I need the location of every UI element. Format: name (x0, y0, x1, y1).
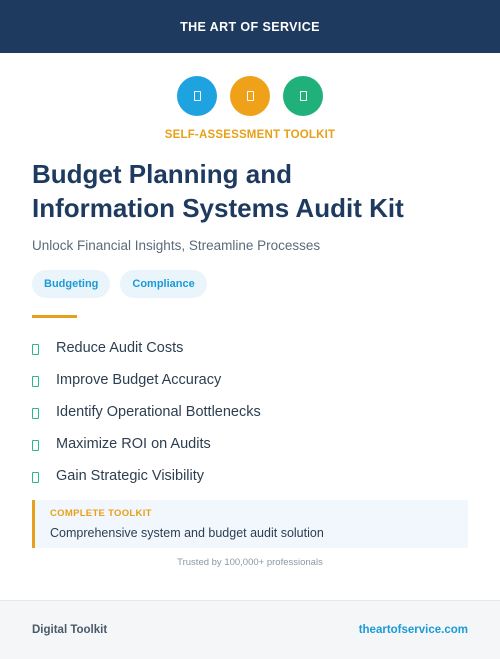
feature-label: Maximize ROI on Audits (56, 436, 211, 452)
trusted-note: Trusted by 100,000+ professionals (177, 557, 323, 568)
icon-row (0, 76, 500, 116)
feature-label: Gain Strategic Visibility (56, 468, 205, 484)
header-bar (0, 0, 500, 53)
check-icon (32, 408, 39, 419)
list-item (32, 396, 261, 428)
check-icon (32, 344, 39, 355)
document-icon (300, 91, 307, 101)
tag-compliance[interactable]: Compliance (120, 270, 206, 298)
list-item (32, 460, 261, 492)
title-line-1: Budget Planning and (32, 159, 292, 189)
feature-list (32, 332, 261, 492)
subtitle: Unlock Financial Insights, Streamline Processes (32, 238, 321, 253)
feature-label: Improve Budget Accuracy (56, 372, 222, 388)
footer-bar (0, 600, 500, 659)
check-icon (32, 472, 39, 483)
callout-text: Comprehensive system and budget audit solution (50, 526, 324, 540)
tag-budgeting[interactable]: Budgeting (32, 270, 110, 298)
brand-title: THE ART OF SERVICE (180, 19, 320, 34)
title-line-2: Information Systems Audit Kit (32, 193, 404, 223)
list-item (32, 332, 261, 364)
feature-label: Identify Operational Bottlenecks (56, 404, 261, 420)
page-title (32, 157, 472, 225)
blue-document-icon (177, 76, 217, 116)
callout-kicker: COMPLETE TOOLKIT (50, 508, 152, 519)
list-item (32, 364, 261, 396)
toolkit-callout (32, 500, 468, 548)
check-icon (32, 440, 39, 451)
tag-list (32, 270, 207, 298)
green-document-icon (283, 76, 323, 116)
feature-label: Reduce Audit Costs (56, 340, 184, 356)
orange-document-icon (230, 76, 270, 116)
document-icon (194, 91, 201, 101)
website-link[interactable]: theartofservice.com (358, 624, 468, 636)
footer-label: Digital Toolkit (32, 624, 108, 636)
toolkit-kicker: SELF-ASSESSMENT TOOLKIT (164, 129, 336, 141)
check-icon (32, 376, 39, 387)
list-item (32, 428, 261, 460)
accent-divider (32, 315, 77, 318)
document-icon (247, 91, 254, 101)
